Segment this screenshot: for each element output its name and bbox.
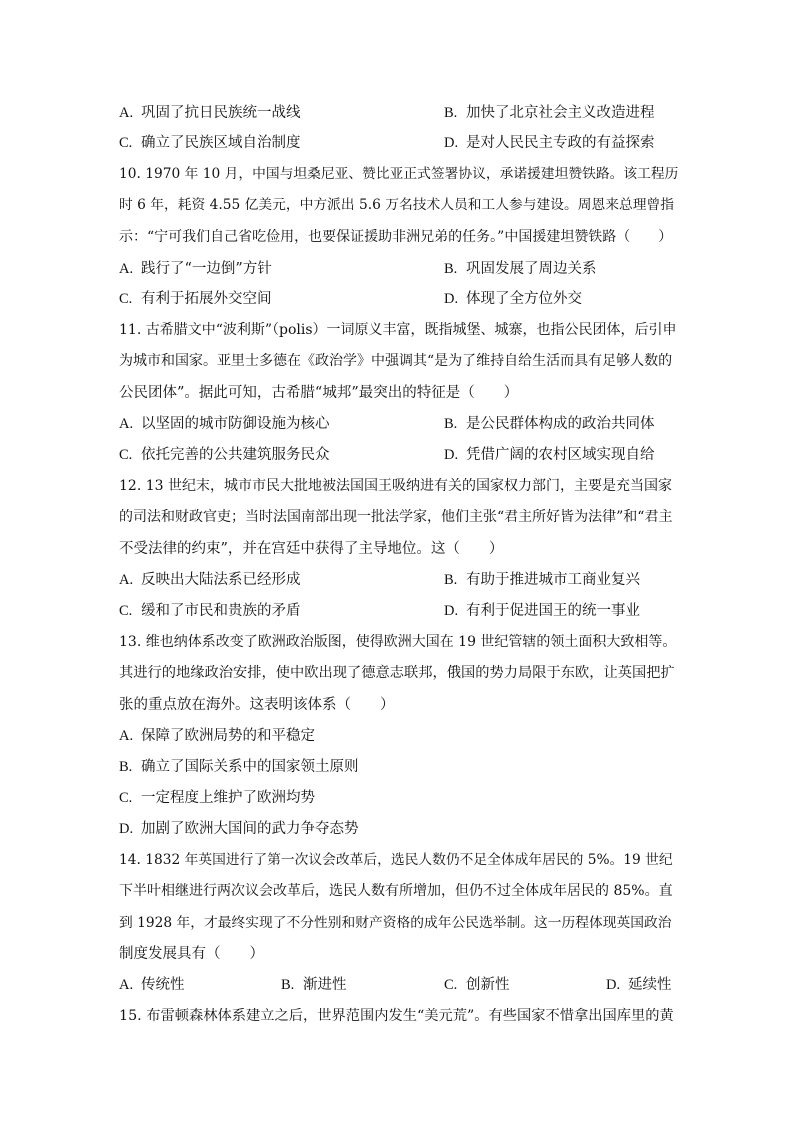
q12-stem-line-1: 12. 13 世纪末，城市市民大批地被法国国王吸纳进有关的国家权力部门，主要是充当国家 [119,478,672,494]
q13-option-d: D. 加剧了欧洲大国间的武力争夺态势 [119,821,359,837]
q11-option-b: B. 是公民群体构成的政治共同体 [444,416,655,432]
q10-option-d: D. 体现了全方位外交 [444,291,582,307]
q14-stem-line-1: 14. 1832 年英国进行了第一次议会改革后，选民人数仍不足全体成年居民的 5%。19 世纪 [119,852,673,868]
q11-stem-line-1: 11. 古希腊文中“波利斯”（polis）一词原义丰富，既指城堡、城寨，也指公民团体，后引申 [119,322,677,338]
q11-option-c: C. 依托完善的公共建筑服务民众 [119,447,330,463]
q14-option-b: B. 渐进性 [281,977,347,993]
q13-option-b: B. 确立了国际关系中的国家领土原则 [119,759,359,775]
q10-stem-line-1: 10. 1970 年 10 月，中国与坦桑尼亚、赞比亚正式签署协议，承诺援建坦赞铁路。该工程历 [119,166,679,182]
q10-option-a: A. 践行了“一边倒”方针 [119,261,272,277]
q12-option-a: A. 反映出大陆法系已经形成 [119,572,301,588]
q13-option-a: A. 保障了欧洲局势的和平稳定 [119,728,315,744]
q14-stem-line-3: 到 1928 年，才最终实现了不分性别和财产资格的成年公民选举制。这一历程体现英国政治 [119,915,672,931]
q13-stem-line-1: 13. 维也纳体系改变了欧洲政治版图，使得欧洲大国在 19 世纪管辖的领土面积大致相等。 [119,634,677,650]
q10-stem-line-2: 时 6 年，耗资 4.55 亿美元，中方派出 5.6 万名技术人员和工人参与建设。周恩来总理曾指 [119,197,674,213]
q15-stem-line-1: 15. 布雷顿森林体系建立之后，世界范围内发生“美元荒”。有些国家不惜拿出国库里的黄 [119,1008,674,1024]
q9-option-d: D. 是对人民民主专政的有益探索 [444,135,655,151]
q12-option-c: C. 缓和了市民和贵族的矛盾 [119,603,301,619]
q11-stem-line-3: 公民团体”。据此可知，古希腊“城邦”最突出的特征是（ ） [119,385,519,401]
q13-stem-line-2: 其进行的地缘政治安排，使中欧出现了德意志联邦，俄国的势力局限于东欧，让英国把扩 [119,665,675,681]
q14-stem-line-2: 下半叶相继进行两次议会改革后，选民人数有所增加，但仍不过全体成年居民的 85%。直 [119,883,673,899]
q12-option-b: B. 有助于推进城市工商业复兴 [444,572,640,588]
q11-stem-line-2: 为城市和国家。亚里士多德在《政治学》中强调其“是为了维持自给生活而具有足够人数的 [119,353,673,369]
q10-stem-line-3: 示：“宁可我们自己省吃俭用，也要保证援助非洲兄弟的任务。”中国援建坦赞铁路（ ） [119,229,673,245]
q12-stem-line-3: 不受法律的约束”，并在宫廷中获得了主导地位。这（ ） [119,541,504,557]
q14-option-d: D. 延续性 [606,977,672,993]
q13-stem-line-3: 张的重点放在海外。这表明该体系（ ） [119,697,395,713]
q9-option-c: C. 确立了民族区域自治制度 [119,135,301,151]
q9-option-b: B. 加快了北京社会主义改造进程 [444,105,655,121]
q14-option-a: A. 传统性 [119,977,185,993]
q10-option-b: B. 巩固发展了周边关系 [444,261,597,277]
q13-option-c: C. 一定程度上维护了欧洲均势 [119,790,315,806]
q14-stem-line-4: 制度发展具有（ ） [119,946,264,962]
q12-stem-line-2: 的司法和财政官吏；当时法国南部出现一批法学家，他们主张“君主所好皆为法律”和“君主 [119,509,673,525]
q11-option-d: D. 凭借广阔的农村区域实现自给 [444,447,655,463]
q9-option-a: A. 巩固了抗日民族统一战线 [119,105,301,121]
q11-option-a: A. 以坚固的城市防御设施为核心 [119,416,330,432]
q12-option-d: D. 有利于促进国王的统一事业 [444,603,640,619]
q14-option-c: C. 创新性 [444,977,510,993]
q10-option-c: C. 有利于拓展外交空间 [119,291,272,307]
